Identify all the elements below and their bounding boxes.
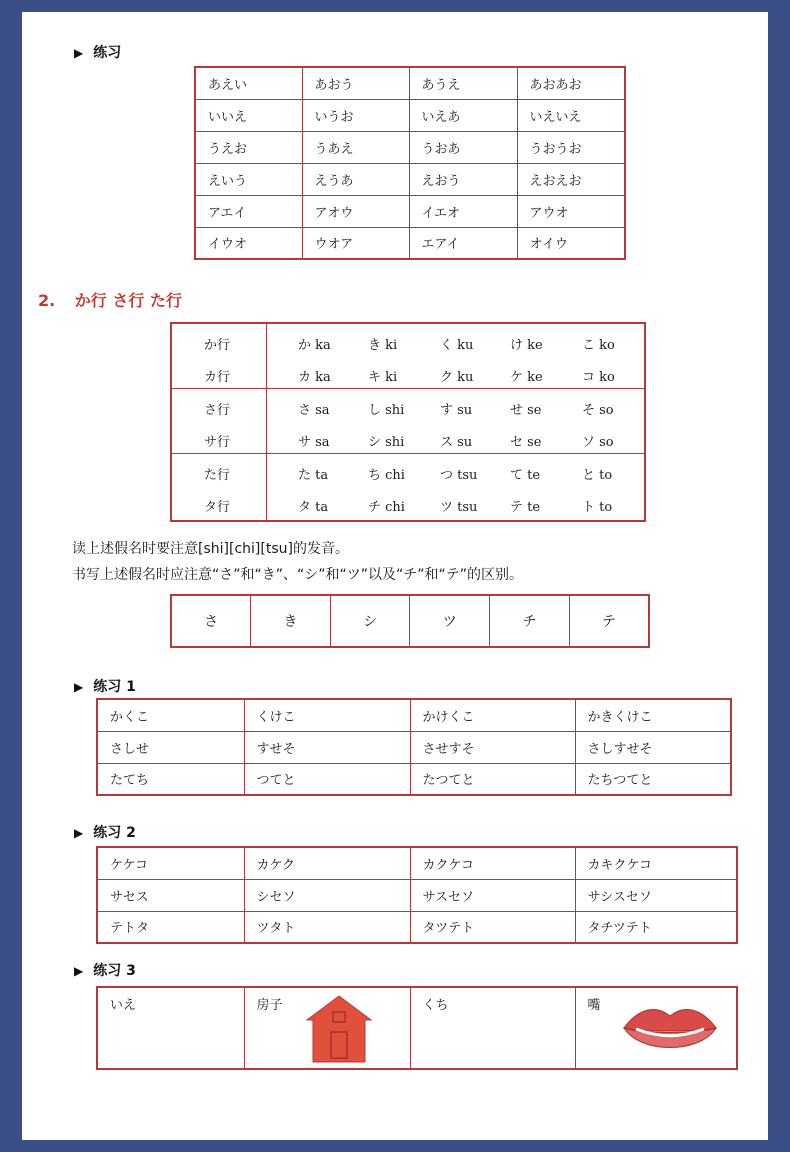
table-row	[97, 699, 731, 731]
table-cell: さ	[171, 595, 251, 647]
table-cell: あおあお	[517, 67, 625, 99]
table-cell	[575, 987, 737, 1069]
table-cell: うあえ	[302, 131, 409, 163]
table-cell: たちつてと	[575, 763, 731, 795]
table-cell: オイウ	[517, 227, 625, 259]
practice-top-heading	[74, 42, 121, 62]
kana-cell: ツ tsu	[440, 500, 478, 515]
kana-cell: て te	[510, 468, 541, 483]
textbook-page	[22, 12, 768, 1140]
table-cell: あおう	[302, 67, 409, 99]
practice-3-heading	[74, 960, 136, 980]
kana-chart	[170, 322, 646, 522]
table-cell: くち	[410, 987, 575, 1069]
practice-1-heading	[74, 676, 136, 696]
kana-cell: し shi	[368, 403, 405, 418]
lips-icon	[620, 1002, 720, 1058]
table-cell: タツテト	[410, 911, 575, 943]
table-cell: ウオア	[302, 227, 409, 259]
table-cell: サセス	[97, 879, 244, 911]
cell-text: 嘴	[587, 998, 601, 1013]
row-label: か行	[204, 338, 231, 353]
table-row	[97, 731, 731, 763]
table-cell	[244, 987, 410, 1069]
practice-3-table	[96, 986, 738, 1070]
kana-cell: セ se	[510, 435, 542, 450]
pronunciation-note: 读上述假名时要注意[shi][chi][tsu]的发音。	[72, 541, 349, 557]
table-cell: シ	[330, 595, 410, 647]
kana-cell: こ ko	[582, 338, 615, 353]
kana-cell: キ ki	[368, 370, 398, 385]
table-cell: えいう	[195, 163, 302, 195]
table-cell: たつてと	[410, 763, 575, 795]
divider	[266, 324, 267, 520]
triangle-bullet-icon: ▶	[74, 964, 84, 978]
practice-top-label: 练习	[93, 45, 122, 61]
table-cell: タチツテト	[575, 911, 737, 943]
practice-3-label: 练习 3	[93, 963, 136, 979]
table-cell: カクケコ	[410, 847, 575, 879]
practice-1-label: 练习 1	[93, 679, 136, 695]
contrast-table	[170, 594, 650, 648]
table-cell: サシスセソ	[575, 879, 737, 911]
table-cell: さしすせそ	[575, 731, 731, 763]
kana-cell: タ ta	[298, 500, 329, 515]
table-cell: たてち	[97, 763, 244, 795]
triangle-bullet-icon: ▶	[74, 826, 84, 840]
practice-top-table	[194, 66, 626, 260]
table-cell: ツタト	[244, 911, 410, 943]
table-cell: うえお	[195, 131, 302, 163]
writing-note: 书写上述假名时应注意“さ”和“き”、“シ”和“ツ”以及“チ”和“テ”的区别。	[72, 567, 524, 583]
table-cell: いいえ	[195, 99, 302, 131]
table-row	[195, 227, 625, 259]
row-label: タ行	[204, 500, 231, 515]
table-cell: アエイ	[195, 195, 302, 227]
table-row	[97, 911, 737, 943]
table-cell: テトタ	[97, 911, 244, 943]
kana-cell: す su	[440, 403, 473, 418]
table-cell: かけくこ	[410, 699, 575, 731]
kana-cell: そ so	[582, 403, 614, 418]
table-cell: ツ	[410, 595, 490, 647]
kana-cell: ソ so	[582, 435, 614, 450]
table-cell: くけこ	[244, 699, 410, 731]
table-cell: えうあ	[302, 163, 409, 195]
kana-cell: く ku	[440, 338, 474, 353]
kana-cell: シ shi	[368, 435, 405, 450]
table-row	[195, 131, 625, 163]
kana-cell: せ se	[510, 403, 542, 418]
table-row	[171, 595, 649, 647]
table-cell: えおう	[409, 163, 517, 195]
table-cell: させすそ	[410, 731, 575, 763]
kana-cell: カ ka	[298, 370, 331, 385]
table-row	[97, 763, 731, 795]
section-2-title	[38, 288, 182, 311]
table-cell: カキクケコ	[575, 847, 737, 879]
divider	[172, 453, 644, 454]
table-row	[97, 879, 737, 911]
kana-cell: テ te	[510, 500, 541, 515]
house-icon	[305, 994, 373, 1064]
kana-cell: さ sa	[298, 403, 330, 418]
kana-cell: か ka	[298, 338, 331, 353]
table-cell: あえい	[195, 67, 302, 99]
divider	[172, 388, 644, 389]
kana-cell: つ tsu	[440, 468, 478, 483]
table-row	[195, 67, 625, 99]
table-cell: うおうお	[517, 131, 625, 163]
kana-cell: た ta	[298, 468, 329, 483]
cell-text: 房子	[256, 998, 283, 1013]
table-cell: かくこ	[97, 699, 244, 731]
row-label: た行	[204, 468, 231, 483]
table-row	[195, 195, 625, 227]
table-cell: いえ	[97, 987, 244, 1069]
table-cell: アウオ	[517, 195, 625, 227]
kana-cell: サ sa	[298, 435, 330, 450]
table-cell: イウオ	[195, 227, 302, 259]
table-cell: き	[251, 595, 331, 647]
kana-cell: コ ko	[582, 370, 615, 385]
kana-cell: け ke	[510, 338, 543, 353]
kana-cell: ケ ke	[510, 370, 543, 385]
table-cell: サスセソ	[410, 879, 575, 911]
practice-2-label: 练习 2	[93, 825, 136, 841]
table-cell: エアイ	[409, 227, 517, 259]
row-label: サ行	[204, 435, 231, 450]
table-cell: かきくけこ	[575, 699, 731, 731]
triangle-bullet-icon: ▶	[74, 680, 84, 694]
table-cell: すせそ	[244, 731, 410, 763]
row-label: さ行	[204, 403, 231, 418]
table-row	[97, 847, 737, 879]
table-cell: いえあ	[409, 99, 517, 131]
table-cell: いうお	[302, 99, 409, 131]
row-label: カ行	[204, 370, 231, 385]
kana-cell: ト to	[582, 500, 613, 515]
table-cell: イエオ	[409, 195, 517, 227]
table-cell: ケケコ	[97, 847, 244, 879]
table-cell: あうえ	[409, 67, 517, 99]
kana-cell: ス su	[440, 435, 473, 450]
table-cell: テ	[569, 595, 649, 647]
section-number: 2.	[38, 291, 56, 310]
table-cell: シセソ	[244, 879, 410, 911]
table-row	[195, 99, 625, 131]
section-title-text: か行 さ行 た行	[74, 291, 182, 310]
table-cell: えおえお	[517, 163, 625, 195]
kana-cell: ク ku	[440, 370, 474, 385]
kana-cell: き ki	[368, 338, 398, 353]
practice-1-table	[96, 698, 732, 796]
table-cell: チ	[490, 595, 570, 647]
table-row	[97, 987, 737, 1069]
table-cell: いえいえ	[517, 99, 625, 131]
table-cell: うおあ	[409, 131, 517, 163]
table-cell: アオウ	[302, 195, 409, 227]
kana-cell: ち chi	[368, 468, 405, 483]
table-cell: さしせ	[97, 731, 244, 763]
kana-cell: と to	[582, 468, 613, 483]
practice-2-heading	[74, 822, 136, 842]
table-cell: つてと	[244, 763, 410, 795]
table-row	[195, 163, 625, 195]
practice-2-table	[96, 846, 738, 944]
triangle-bullet-icon: ▶	[74, 46, 84, 60]
table-cell: カケク	[244, 847, 410, 879]
kana-cell: チ chi	[368, 500, 405, 515]
